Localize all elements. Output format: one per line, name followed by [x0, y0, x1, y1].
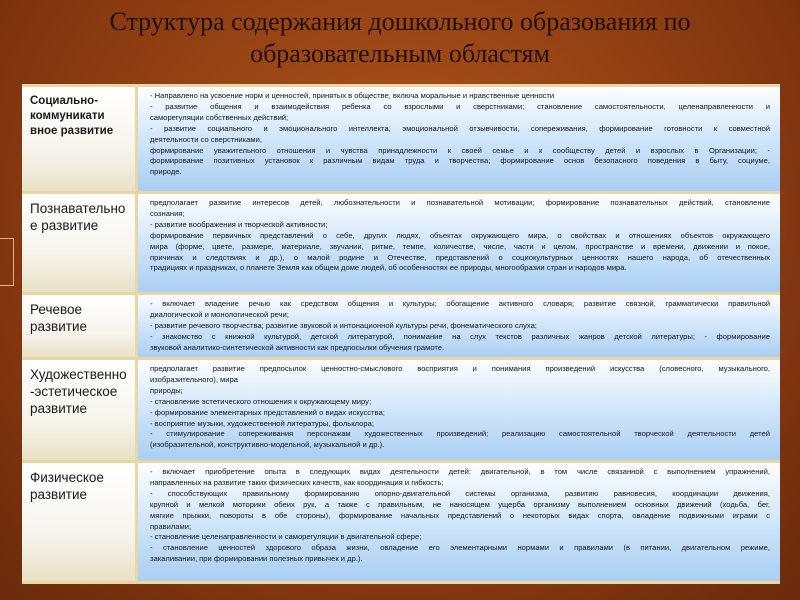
- table-row: [22, 463, 780, 581]
- description-line: мягкие прыжки, повороты в обе стороны), формирование начальных представлений о некоторых видах спорта, овладение подвижными играми с: [150, 510, 770, 520]
- description-line: - становление целенаправленности и саморегуляции в двигательной сфере;: [150, 532, 422, 542]
- description-line: предполагает развитие предпосылок ценностно-смыслового восприятия и понимания произведений искусства (словесного, музыкального,: [150, 364, 770, 373]
- description-line: - развитие социального и эмоционального интеллекта, эмоциональной отзывчивости, сопереживания, формирование готовности к совместной: [150, 123, 770, 133]
- table-row: [22, 360, 780, 460]
- description-line: - Направлено на усвоение норм и ценностей, принятых в обществе, включа моральные и нравственные ценности: [150, 91, 555, 100]
- description-line: формирование позитивных установок к различным видам труда и творчества; формирование основ безопасного поведения в быту, социуме,: [150, 156, 770, 166]
- description-line: - становление ценностей здорового образа жизни, овладение его элементарными нормами и правилами (в питании, двигательном режиме,: [150, 543, 770, 553]
- description-line: традициях и праздниках, о планете Земля как общем доме людей, об особенностях ее природы, многообразии стран и народов мира.: [150, 263, 627, 273]
- description-line: природы;: [150, 385, 183, 395]
- description-line: - развитие воображения и творческой активности;: [150, 219, 328, 229]
- description-line: - стимулирование сопереживания персонажам художественных произведений; реализацию самостоятельной творческой деятельности детей: [150, 429, 770, 439]
- area-name: Физическое развитие: [22, 463, 135, 581]
- area-name: Художественно -эстетическое развитие: [22, 360, 135, 460]
- description-line: причинах и следствиях и др.), о малой родине и Отечестве, представлений о социокультурных ценностях нашего народа, об отечественных: [150, 252, 770, 262]
- description-line: - включает приобретение опыта в следующих видах деятельности детей: двигательной, в том числе связанной с выполнением упражнений,: [150, 467, 770, 476]
- area-description: [138, 194, 780, 292]
- description-line: правилами;: [150, 521, 192, 531]
- description-line: (изобразительной, конструктивно-модельной, музыкальной и др.).: [150, 440, 385, 450]
- description-line: - знакомство с книжной культурой, детской литературой, понимание на слух текстов различных жанров детской литературы; - формирование: [150, 331, 770, 341]
- table-row: [22, 87, 780, 191]
- description-line: звуковой аналитико-синтетической активности как предпосылки обучения грамоте.: [150, 342, 445, 352]
- description-line: крупной и мелкой моторики обеих рук, а также с правильным, не наносящем ущерба организму выполнением основных движений (ходьба, бег,: [150, 499, 770, 509]
- description-line: закаливании, при формировании полезных привычек и др.).: [150, 554, 363, 564]
- description-line: - способствующих правильному формированию опорно-двигательной системы организма, развитию равновесия, координации движения,: [150, 488, 770, 498]
- description-line: - развитие речевого творчества; развитие звуковой и интонационной культуры речи, фонематического слуха;: [150, 320, 537, 330]
- area-name: Социально-коммуникати вное развитие: [22, 87, 135, 191]
- slide-title: [40, 6, 760, 70]
- description-line: - становление эстетического отношения к окружающему миру;: [150, 396, 372, 406]
- area-name: Речевое развитие: [22, 295, 135, 357]
- description-line: мира (форме, цвете, размере, материале, звучании, ритме, темпе, количестве, числе, части и целом, пространстве и времени, движении и покое,: [150, 241, 770, 251]
- description-line: сознания;: [150, 208, 185, 218]
- description-line: деятельности со сверстниками,: [150, 134, 262, 144]
- slide-title-line-1: Структура содержания дошкольного образования по: [109, 7, 691, 36]
- description-line: изобразительного), мира: [150, 374, 238, 384]
- area-description: [138, 463, 780, 581]
- area-description: [138, 360, 780, 460]
- area-name: Познавательно е развитие: [22, 194, 135, 292]
- area-description: [138, 295, 780, 357]
- description-line: природе.: [150, 167, 182, 177]
- description-line: предполагает развитие интересов детей, любознательности и познавательной мотивации; формирование познавательных действий, становление: [150, 198, 770, 207]
- description-line: формирование первичных представлений о себе, других людях, объектах окружающего мира, о свойствах и отношениях объектов окружающего: [150, 230, 770, 240]
- description-line: - формирование элементарных представлений о видах искусства;: [150, 407, 385, 417]
- description-line: направленных на развитие таких физических качеств, как координация и гибкость;: [150, 477, 444, 487]
- description-line: - восприятие музыки, художественной литературы, фольклора;: [150, 418, 374, 428]
- description-line: - включает владение речью как средством общения и культуры; обогащение активного словаря; развитие связной, грамматически правильной: [150, 299, 770, 308]
- area-description: [138, 87, 780, 191]
- table-row: [22, 194, 780, 292]
- description-line: саморегуляции собственных действий;: [150, 112, 289, 122]
- slide-edge-accent: [0, 238, 14, 286]
- description-line: формирование уважительного отношения и чувства принадлежности к своей семье и к сообществу детей и взрослых в Организации; -: [150, 145, 770, 155]
- education-areas-table: [22, 84, 780, 584]
- description-line: диалогической и монологической речи;: [150, 309, 289, 319]
- slide-title-line-2: образовательным областям: [250, 39, 550, 68]
- table-row: [22, 295, 780, 357]
- description-line: - развитие общения и взаимодействия ребенка со взрослыми и сверстниками; становление самостоятельности, целенаправленности и: [150, 101, 770, 111]
